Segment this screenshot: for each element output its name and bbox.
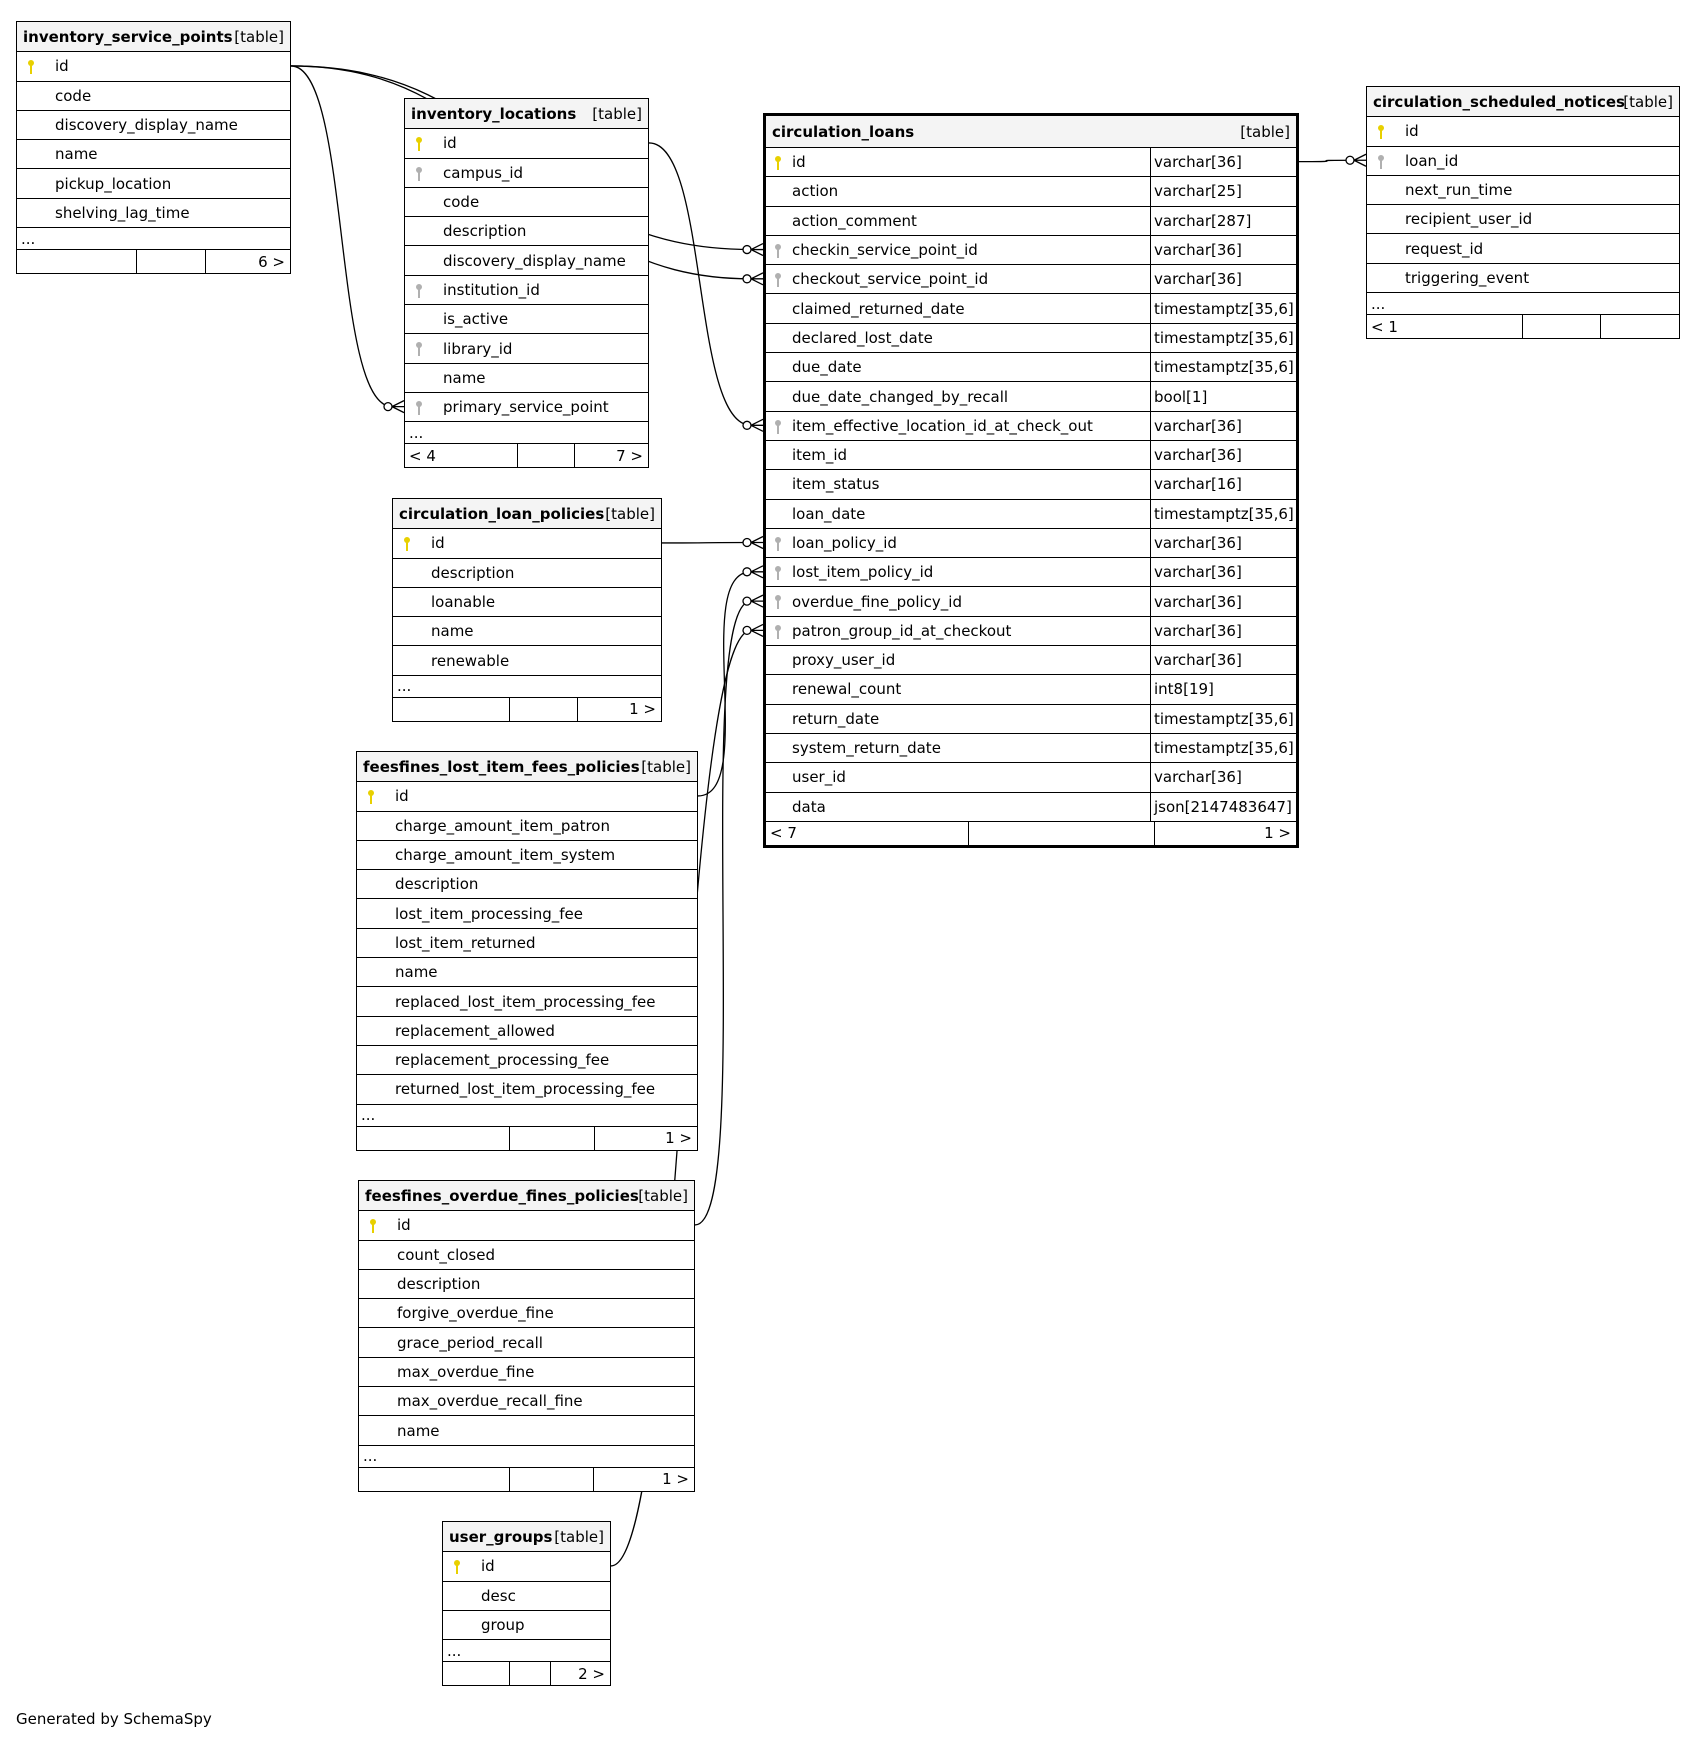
footer-middle (509, 1468, 594, 1491)
column-name: loan_id (1405, 151, 1459, 170)
column-type: int8[19] (1150, 675, 1296, 703)
column-row (17, 110, 290, 139)
column-row (359, 1415, 694, 1444)
column-name: description (443, 222, 527, 241)
footer-right: 1 > (594, 1127, 697, 1150)
relationship-edge (291, 66, 392, 407)
table-name: user_groups (449, 1527, 553, 1546)
column-row (405, 128, 648, 157)
column-row (443, 1551, 610, 1580)
column-name: replacement_processing_fee (395, 1051, 610, 1070)
column-name: code (443, 193, 480, 212)
column-name: desc (481, 1586, 516, 1605)
table-circulation-loans (763, 113, 1299, 848)
many-crowfoot-marker (392, 401, 404, 413)
column-name: name (397, 1421, 440, 1440)
column-name: data (792, 797, 826, 816)
more-columns: ... (17, 227, 290, 249)
column-name: lost_item_policy_id (792, 563, 934, 582)
table-name: feesfines_overdue_fines_policies (365, 1186, 639, 1205)
column-name: replaced_lost_item_processing_fee (395, 992, 656, 1011)
table-type: [table] (1240, 122, 1290, 141)
column-name: forgive_overdue_fine (397, 1304, 554, 1323)
optional-marker (743, 421, 751, 429)
column-name: id (431, 534, 445, 553)
footer-middle (1522, 315, 1601, 338)
column-row (17, 51, 290, 80)
column-type: varchar[36] (1150, 265, 1296, 293)
column-name: patron_group_id_at_checkout (792, 621, 1012, 640)
column-name: name (395, 963, 438, 982)
table-name: circulation_loans (772, 122, 915, 141)
column-row (766, 792, 1296, 821)
table-header (766, 116, 1296, 147)
table-footer (405, 443, 648, 467)
column-row (359, 1357, 694, 1386)
column-row (766, 206, 1296, 235)
footer-right (1600, 315, 1679, 338)
footer-right: 1 > (593, 1468, 694, 1491)
column-row (766, 176, 1296, 205)
primary-key-icon (403, 536, 411, 552)
foreign-key-icon (774, 536, 782, 552)
footer-middle (136, 250, 206, 273)
optional-marker (743, 246, 751, 254)
column-name: id (1405, 122, 1419, 141)
column-name: replacement_allowed (395, 1021, 555, 1040)
column-name: declared_lost_date (792, 328, 933, 347)
many-crowfoot-marker (1354, 154, 1366, 166)
many-crowfoot-marker (751, 566, 763, 578)
table-footer (357, 1126, 697, 1150)
column-name: renewable (431, 651, 510, 670)
column-row (357, 811, 697, 840)
column-name: item_status (792, 475, 880, 494)
optional-marker (743, 539, 751, 547)
table-type: [table] (638, 1186, 688, 1205)
column-name: description (397, 1275, 481, 1294)
column-type: timestamptz[35,6] (1150, 294, 1296, 322)
column-name: name (55, 145, 98, 164)
column-row (405, 216, 648, 245)
column-row (766, 733, 1296, 762)
column-name: grace_period_recall (397, 1333, 543, 1352)
column-row (405, 245, 648, 274)
column-row (766, 704, 1296, 733)
footer-left (393, 698, 509, 721)
column-name: group (481, 1616, 525, 1635)
more-columns: ... (443, 1639, 610, 1661)
column-name: name (431, 622, 474, 641)
column-row (17, 139, 290, 168)
column-name: due_date (792, 358, 862, 377)
more-columns: ... (359, 1445, 694, 1467)
foreign-key-icon (774, 419, 782, 435)
column-row (359, 1327, 694, 1356)
primary-key-icon (367, 789, 375, 805)
column-row (359, 1269, 694, 1298)
column-name: item_effective_location_id_at_check_out (792, 416, 1093, 435)
footer-left: < 4 (409, 446, 436, 465)
column-name: library_id (443, 339, 513, 358)
footer-left (357, 1127, 509, 1150)
column-row (405, 304, 648, 333)
footer-middle (509, 698, 578, 721)
column-name: max_overdue_recall_fine (397, 1392, 583, 1411)
column-row (357, 1016, 697, 1045)
column-name: checkout_service_point_id (792, 270, 989, 289)
column-name: charge_amount_item_patron (395, 816, 610, 835)
column-name: claimed_returned_date (792, 299, 965, 318)
footer-left: < 7 (770, 824, 797, 843)
footer-left (17, 250, 136, 273)
column-row (357, 1045, 697, 1074)
column-name: id (792, 153, 806, 172)
column-row (766, 323, 1296, 352)
optional-marker (743, 597, 751, 605)
column-row (1367, 233, 1679, 262)
column-row (359, 1240, 694, 1269)
footer-left: < 1 (1371, 317, 1398, 336)
column-row (357, 781, 697, 810)
foreign-key-icon (774, 272, 782, 288)
column-row (405, 363, 648, 392)
primary-key-icon (453, 1559, 461, 1575)
column-row (359, 1298, 694, 1327)
foreign-key-icon (774, 624, 782, 640)
column-row (393, 645, 661, 674)
column-row (766, 674, 1296, 703)
column-type: varchar[36] (1150, 617, 1296, 645)
column-row (357, 840, 697, 869)
table-header (393, 499, 661, 528)
column-row (766, 645, 1296, 674)
foreign-key-icon (415, 341, 423, 357)
column-row (766, 469, 1296, 498)
column-name: shelving_lag_time (55, 203, 190, 222)
primary-key-icon (369, 1218, 377, 1234)
table-footer (443, 1661, 610, 1685)
table-inventory-locations (404, 98, 649, 468)
column-row (357, 869, 697, 898)
foreign-key-icon (415, 166, 423, 182)
column-row (357, 957, 697, 986)
table-inventory-service-points (16, 21, 291, 274)
column-name: loan_date (792, 504, 866, 523)
table-name: circulation_scheduled_notices (1373, 92, 1625, 111)
column-name: name (443, 368, 486, 387)
column-name: pickup_location (55, 174, 172, 193)
column-type: varchar[36] (1150, 587, 1296, 615)
column-name: proxy_user_id (792, 651, 896, 670)
table-type: [table] (554, 1527, 604, 1546)
many-crowfoot-marker (751, 244, 763, 256)
column-row (766, 293, 1296, 322)
column-name: user_id (792, 768, 846, 787)
column-row (766, 381, 1296, 410)
relationship-edge (649, 143, 751, 425)
column-name: count_closed (397, 1245, 495, 1264)
optional-marker (743, 568, 751, 576)
more-columns: ... (1367, 292, 1679, 314)
column-name: primary_service_point (443, 398, 609, 417)
optional-marker (743, 626, 751, 634)
column-row (766, 147, 1296, 176)
primary-key-icon (415, 136, 423, 152)
column-type: varchar[36] (1150, 412, 1296, 440)
many-crowfoot-marker (751, 595, 763, 607)
column-row (766, 586, 1296, 615)
column-name: code (55, 86, 92, 105)
column-name: id (395, 787, 409, 806)
column-row (357, 1074, 697, 1103)
table-user-groups (442, 1521, 611, 1686)
table-name: circulation_loan_policies (399, 504, 605, 523)
column-type: varchar[36] (1150, 236, 1296, 264)
column-row (393, 616, 661, 645)
column-row (1367, 263, 1679, 292)
table-footer (1367, 314, 1679, 338)
column-row (766, 528, 1296, 557)
more-columns: ... (405, 421, 648, 443)
footer-middle (509, 1662, 551, 1685)
column-name: institution_id (443, 280, 540, 299)
column-name: due_date_changed_by_recall (792, 387, 1009, 406)
column-name: action (792, 182, 839, 201)
column-name: returned_lost_item_processing_fee (395, 1080, 656, 1099)
foreign-key-icon (415, 400, 423, 416)
column-name: description (395, 875, 479, 894)
table-footer (17, 249, 290, 273)
footer-right: 7 > (574, 444, 648, 467)
primary-key-icon (1377, 124, 1385, 140)
table-header (17, 22, 290, 51)
table-name: feesfines_lost_item_fees_policies (363, 757, 640, 776)
column-row (17, 81, 290, 110)
column-row (405, 275, 648, 304)
column-name: next_run_time (1405, 181, 1513, 200)
column-row (766, 264, 1296, 293)
column-row (359, 1210, 694, 1239)
table-type: [table] (592, 104, 642, 123)
column-row (1367, 146, 1679, 175)
table-name: inventory_service_points (23, 27, 233, 46)
column-name: recipient_user_id (1405, 210, 1533, 229)
column-name: campus_id (443, 163, 524, 182)
column-name: discovery_display_name (443, 251, 626, 270)
table-footer (393, 697, 661, 721)
footer-right: 6 > (205, 250, 290, 273)
column-name: loanable (431, 593, 496, 612)
column-row (1367, 204, 1679, 233)
table-circulation-scheduled-notices (1366, 86, 1680, 339)
column-row (359, 1386, 694, 1415)
table-header (359, 1181, 694, 1210)
column-row (1367, 116, 1679, 145)
column-row (357, 986, 697, 1015)
optional-marker (384, 403, 392, 411)
column-row (766, 762, 1296, 791)
foreign-key-icon (415, 283, 423, 299)
many-crowfoot-marker (751, 537, 763, 549)
column-row (393, 558, 661, 587)
column-type: timestamptz[35,6] (1150, 324, 1296, 352)
column-name: item_id (792, 446, 848, 465)
many-crowfoot-marker (751, 273, 763, 285)
column-name: request_id (1405, 239, 1484, 258)
column-row (766, 616, 1296, 645)
column-name: discovery_display_name (55, 116, 238, 135)
generated-by-label: Generated by SchemaSpy (16, 1710, 212, 1728)
foreign-key-icon (774, 243, 782, 259)
column-row (766, 499, 1296, 528)
column-type: timestamptz[35,6] (1150, 500, 1296, 528)
column-name: lost_item_processing_fee (395, 904, 584, 923)
column-name: return_date (792, 709, 880, 728)
more-columns: ... (393, 675, 661, 697)
footer-right: 1 > (1154, 822, 1296, 845)
column-type: timestamptz[35,6] (1150, 705, 1296, 733)
column-name: id (481, 1557, 495, 1576)
table-name: inventory_locations (411, 104, 577, 123)
table-header (1367, 87, 1679, 116)
column-row (357, 898, 697, 927)
column-row (17, 168, 290, 197)
optional-marker (1346, 156, 1354, 164)
many-crowfoot-marker (751, 624, 763, 636)
column-type: varchar[25] (1150, 177, 1296, 205)
column-name: loan_policy_id (792, 534, 897, 552)
column-type: varchar[36] (1150, 529, 1296, 557)
column-row (766, 440, 1296, 469)
relationship-edge (695, 601, 751, 1225)
table-header (357, 752, 697, 781)
footer-middle (968, 822, 1154, 845)
column-name: id (397, 1216, 411, 1235)
column-type: varchar[36] (1150, 646, 1296, 674)
column-row (766, 557, 1296, 586)
column-row (357, 928, 697, 957)
column-type: json[2147483647] (1150, 793, 1296, 821)
column-row (1367, 175, 1679, 204)
table-feesfines-overdue-fines-policies (358, 1180, 695, 1492)
foreign-key-icon (774, 594, 782, 610)
column-name: id (55, 57, 69, 76)
column-type: varchar[36] (1150, 441, 1296, 469)
column-name: max_overdue_fine (397, 1362, 535, 1381)
table-footer (359, 1467, 694, 1491)
column-type: timestamptz[35,6] (1150, 353, 1296, 381)
column-row (393, 587, 661, 616)
column-type: varchar[287] (1150, 207, 1296, 235)
column-name: charge_amount_item_system (395, 846, 616, 865)
footer-right: 2 > (550, 1662, 610, 1685)
column-row (17, 198, 290, 227)
footer-right: 1 > (577, 698, 661, 721)
column-name: lost_item_returned (395, 933, 536, 952)
footer-left (443, 1662, 509, 1685)
column-type: varchar[36] (1150, 763, 1296, 791)
column-name: overdue_fine_policy_id (792, 592, 962, 611)
column-row (405, 333, 648, 362)
table-type: [table] (234, 27, 284, 46)
column-name: description (431, 563, 515, 582)
table-feesfines-lost-item-fees-policies (356, 751, 698, 1151)
column-name: renewal_count (792, 680, 902, 699)
column-row (405, 392, 648, 421)
column-name: id (443, 134, 457, 153)
table-footer (766, 821, 1296, 845)
column-row (766, 352, 1296, 381)
column-name: triggering_event (1405, 268, 1530, 287)
table-header (405, 99, 648, 128)
column-name: is_active (443, 310, 509, 329)
column-row (393, 528, 661, 557)
foreign-key-icon (774, 565, 782, 581)
column-row (766, 235, 1296, 264)
primary-key-icon (774, 155, 782, 171)
column-type: varchar[36] (1150, 148, 1296, 176)
footer-middle (517, 444, 575, 467)
column-row (443, 1581, 610, 1610)
column-row (405, 187, 648, 216)
primary-key-icon (27, 59, 35, 75)
table-circulation-loan-policies (392, 498, 662, 722)
column-row (766, 411, 1296, 440)
table-type: [table] (1623, 92, 1673, 111)
column-name: action_comment (792, 211, 917, 230)
table-header (443, 1522, 610, 1551)
column-name: system_return_date (792, 739, 941, 758)
table-type: [table] (641, 757, 691, 776)
column-type: varchar[36] (1150, 558, 1296, 586)
column-type: bool[1] (1150, 382, 1296, 410)
more-columns: ... (357, 1104, 697, 1126)
column-type: varchar[16] (1150, 470, 1296, 498)
optional-marker (743, 275, 751, 283)
footer-middle (509, 1127, 595, 1150)
table-type: [table] (605, 504, 655, 523)
column-name: checkin_service_point_id (792, 241, 978, 260)
footer-left (359, 1468, 509, 1491)
many-crowfoot-marker (751, 419, 763, 431)
foreign-key-icon (1377, 154, 1385, 170)
column-row (443, 1610, 610, 1639)
column-type: timestamptz[35,6] (1150, 734, 1296, 762)
column-row (405, 158, 648, 187)
